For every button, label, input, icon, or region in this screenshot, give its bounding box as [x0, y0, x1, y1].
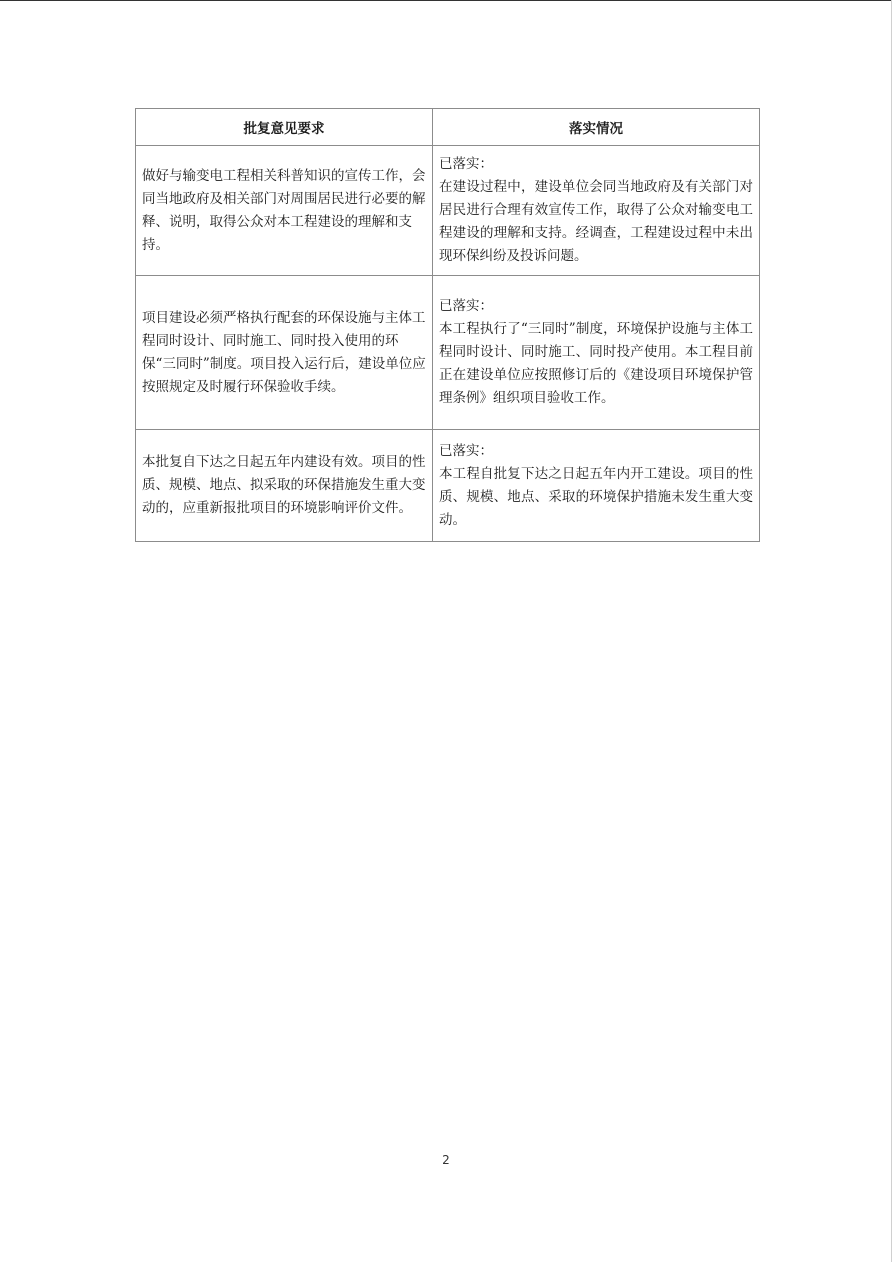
top-border-line — [0, 0, 892, 1]
requirement-cell: 做好与输变电工程相关科普知识的宣传工作，会同当地政府及相关部门对周围居民进行必要的解释、说明，取得公众对本工程建设的理解和支持。 — [136, 146, 433, 276]
table-row — [136, 146, 760, 276]
status-label: 已落实： — [439, 156, 493, 172]
implementation-cell — [433, 430, 760, 542]
implementation-cell — [433, 146, 760, 276]
approval-compliance-table — [135, 108, 760, 542]
table-header-row — [136, 109, 760, 146]
header-requirement: 批复意见要求 — [136, 109, 433, 146]
requirement-cell: 项目建设必须严格执行配套的环保设施与主体工程同时设计、同时施工、同时投入使用的环保“三同时”制度。项目投入运行后，建设单位应按照规定及时履行环保验收手续。 — [136, 276, 433, 430]
header-implementation: 落实情况 — [433, 109, 760, 146]
requirement-cell: 本批复自下达之日起五年内建设有效。项目的性质、规模、地点、拟采取的环保措施发生重大变动的，应重新报批项目的环境影响评价文件。 — [136, 430, 433, 542]
implementation-text: 本工程自批复下达之日起五年内开工建设。项目的性质、规模、地点、采取的环境保护措施未发生重大变动。 — [439, 465, 753, 528]
page-number: 2 — [442, 1153, 450, 1167]
table-row — [136, 430, 760, 542]
implementation-text: 本工程执行了“三同时”制度，环境保护设施与主体工程同时设计、同时施工、同时投产使用。本工程目前正在建设单位应按照修订后的《建设项目环境保护管理条例》组织项目验收工作。 — [439, 321, 753, 406]
implementation-cell — [433, 276, 760, 430]
status-label: 已落实： — [439, 442, 493, 459]
status-label: 已落实： — [439, 298, 493, 314]
implementation-text: 在建设过程中，建设单位会同当地政府及有关部门对居民进行合理有效宣传工作，取得了公众对输变电工程建设的理解和支持。经调查，工程建设过程中未出现环保纠纷及投诉问题。 — [439, 179, 753, 264]
table-row — [136, 276, 760, 430]
